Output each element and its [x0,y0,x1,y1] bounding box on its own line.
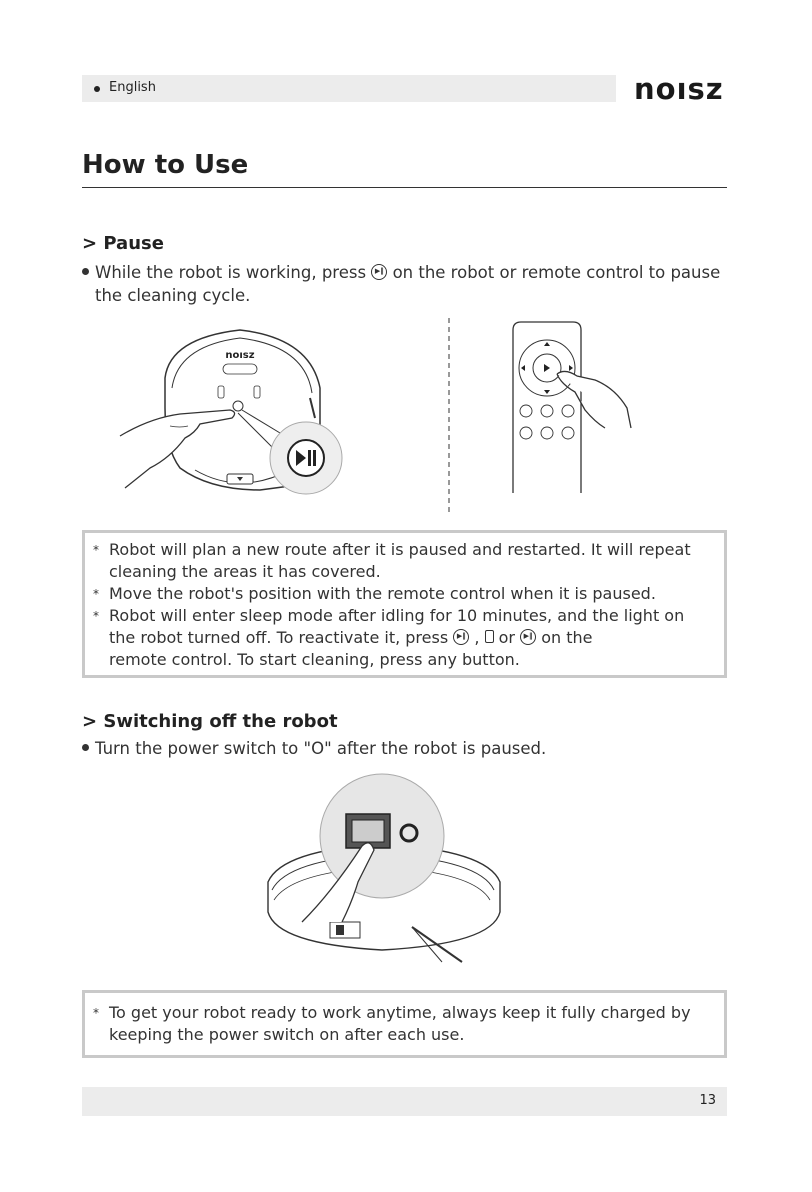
note-3-line-2c: or [498,628,516,647]
pause-text-2: on the robot or remote control to pause [392,263,721,282]
dock-icon [485,630,494,643]
note-3-line-2b: , [474,628,480,647]
robot-pause-illustration [110,318,450,518]
language-bar [82,75,616,102]
note-3-line-1: Robot will enter sleep mode after idling for 10 minutes, and the light on [109,606,685,625]
bullet-icon [82,744,89,751]
note-3-line-2d: on the [541,628,593,647]
pause-instruction [82,261,720,307]
page-number: 13 [699,1093,716,1108]
switch-note-line-1: To get your robot ready to work anytime, always keep it fully charged by [109,1003,691,1022]
switch-off-instruction [82,737,546,760]
power-switch-illustration [262,772,512,968]
note-star: * [93,587,99,601]
switch-note-line-2: keeping the power switch on after each use. [109,1025,465,1044]
switch-off-text: Turn the power switch to "O" after the robot is paused. [95,739,547,758]
switch-note-box [82,990,727,1058]
play-pause-icon: ▶‖ [371,264,387,280]
note-3-line-3: remote control. To start cleaning, press any button. [109,650,520,669]
note-1-line-1: Robot will plan a new route after it is paused and restarted. It will repeat [109,540,691,559]
note-star: * [93,543,99,557]
title-divider [82,187,727,188]
bullet-icon [94,86,100,92]
brand-logo: noısz [634,72,724,106]
note-star: * [93,1006,99,1020]
play-pause-icon: ▶‖ [520,629,536,645]
robot-logo: noısz [225,350,255,361]
note-star: * [93,609,99,623]
note-1-line-2: cleaning the areas it has covered. [109,562,381,581]
language-label: English [109,80,156,95]
page-title: How to Use [82,150,249,180]
bullet-icon [82,268,89,275]
note-3-line-2a: the robot turned off. To reactivate it, press [109,628,449,647]
pause-text-1: While the robot is working, press [95,263,367,282]
switch-off-heading: > Switching off the robot [82,711,338,732]
pause-heading: > Pause [82,233,164,254]
pause-text-3: the cleaning cycle. [95,286,251,305]
pause-notes-box [82,530,727,678]
footer-bar [82,1087,727,1116]
note-2-line-1: Move the robot's position with the remote control when it is paused. [109,584,656,603]
remote-control-illustration [505,318,645,496]
play-pause-icon: ▶‖ [453,629,469,645]
